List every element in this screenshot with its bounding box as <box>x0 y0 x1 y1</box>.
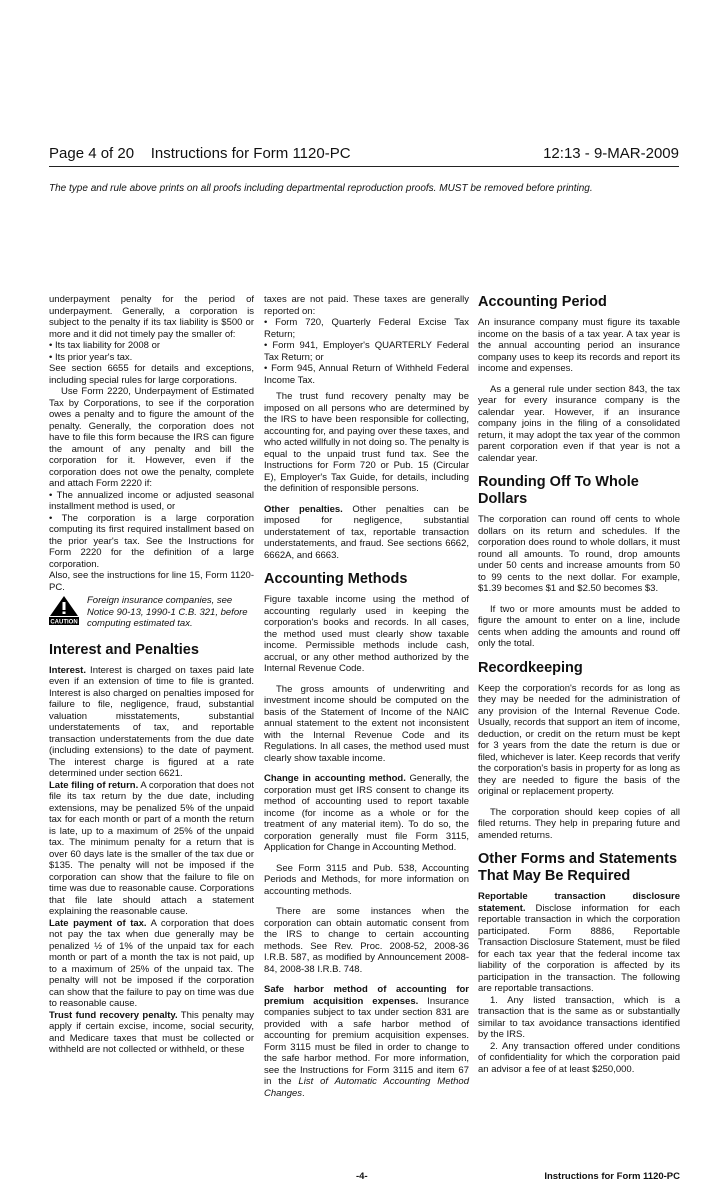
run-in-heading: Late payment of tax. <box>49 917 147 929</box>
column-1 <box>49 294 254 1056</box>
paragraph: There are some instances when the corporation can obtain automatic consent from the IRS to change to certain accounting methods. See Rev. Proc. 2008-52, 2008-36 I.R.B. 587, as modified by Announcement 2008-84, 2008-38 I.R.B. 748. <box>264 906 469 975</box>
paragraph <box>264 773 469 854</box>
bullet-item: • Form 941, Employer's QUARTERLY Federal Tax Return; or <box>264 340 469 363</box>
caution-note <box>49 595 254 630</box>
paragraph-text: A corporation that does not pay the tax when due generally may be penalized ½ of 1% of the unpaid tax for each month or part of a month the tax is not paid, up to a maximum of 25% of the unpaid tax. The penalty will not be imposed if the corporation can show that the failure to pay on time was due to reasonable cause. <box>49 917 254 1009</box>
bullet-item: • The annualized income or adjusted seasonal installment method is used, or <box>49 489 254 512</box>
paragraph <box>264 984 469 1099</box>
heading-rounding: Rounding Off To Whole Dollars <box>478 474 639 507</box>
bullet-item: • Its prior year's tax. <box>49 351 133 363</box>
run-in-heading: Reportable transaction disclosure statement. <box>478 891 680 914</box>
paragraph-text: Disclose information for each reportable transaction in which the corporation participated. Form 8886, Reportable Transaction Disclosure Statement, must be filed for each tax year that the federal income tax liability of the corporation is affected by its participation in the transaction. The following are reportable transactions. <box>478 902 680 994</box>
run-in-heading: Other penalties. <box>264 503 343 515</box>
paragraph-text: . <box>302 1087 305 1099</box>
paragraph: The corporation can round off cents to whole dollars on its return and schedules. If the corporation does round to whole dollars, it must round all amounts. To round, drop amounts under 50 cents and increase amounts from 50 to 99 cents to the next dollar. For example, $1.39 becomes $1 and $2.50 becomes $3. <box>478 514 680 594</box>
paragraph: The trust fund recovery penalty may be imposed on all persons who are determined by the IRS to have been responsible for collecting, accounting for, and paying over these taxes, and who acted willfully in not doing so. The penalty is equal to the unpaid trust fund tax. See the Instructions for Form 720 or Pub. 15 (Circular E), Employer's Tax Guide, for details, including the definition of responsible persons. <box>264 391 469 494</box>
header-rule <box>49 166 679 167</box>
paragraph-text: This penalty may apply if certain excise, income, social security, and Medicare taxes that must be collected or withheld are not collected or withheld, or these <box>49 1009 254 1055</box>
paragraph: Use Form 2220, Underpayment of Estimated Tax by Corporations, to see if the corporation owes a penalty and to figure the amount of the penalty. Generally, the corporation does not have to file this form because the IRS can figure the amount of any penalty and bill the corporation for it. However, even if the corporation does not owe the penalty, complete and attach Form 2220 if: <box>49 386 254 489</box>
paragraph <box>264 504 469 562</box>
paragraph-text: Generally, the corporation must get IRS consent to change its method of accounting used to report taxable income (for income as a whole or for the treatment of any material item). To do so, the corporation generally must file Form 3115, Application for Change in Accounting Method. <box>264 773 469 853</box>
run-in-heading: Trust fund recovery penalty. <box>49 1009 178 1021</box>
bullet-item: • Form 945, Annual Return of Withheld Federal Income Tax. <box>264 363 469 386</box>
heading-recordkeeping: Recordkeeping <box>478 659 583 676</box>
paragraph: See Form 3115 and Pub. 538, Accounting Periods and Methods, for more information on accounting methods. <box>264 862 469 897</box>
paragraph: taxes are not paid. These taxes are generally reported on: <box>264 294 469 317</box>
paragraph <box>478 891 680 995</box>
paragraph <box>49 1010 254 1056</box>
caution-text: Foreign insurance companies, see Notice 90-13, 1990-1 C.B. 321, before computing estimated tax. <box>87 595 248 629</box>
heading-interest-penalties: Interest and Penalties <box>49 641 199 658</box>
header-timestamp: 12:13 - 9-MAR-2009 <box>543 145 679 162</box>
paragraph: The gross amounts of underwriting and investment income should be computed on the basis of the Statement of Income of the NAIC annual statement to the extent not inconsistent with the Internal Revenue Code and its Regulations. In all cases, the method used must clearly show taxable income. <box>264 683 469 764</box>
paragraph <box>49 918 254 1010</box>
numbered-item: 2. Any transaction offered under conditions of confidentiality for which the corporation paid an advisor a fee of at least $250,000. <box>478 1040 680 1075</box>
paragraph <box>49 665 254 780</box>
heading-accounting-methods: Accounting Methods <box>264 571 408 587</box>
paragraph-text: Other penalties can be imposed for negligence, substantial understatement of tax, reportable transaction understatements, and fraud. See sections 6662, 6662A, and 6663. <box>264 503 469 561</box>
run-in-heading: Safe harbor method of accounting for premium acquisition expenses. <box>264 984 469 1007</box>
paragraph: An insurance company must figure its taxable income on the basis of a tax year. A tax year is the annual accounting period an insurance company uses to keep its records and report its income and expenses. <box>478 317 680 374</box>
run-in-heading: Interest. <box>49 664 86 676</box>
heading-accounting-period: Accounting Period <box>478 294 607 310</box>
numbered-item: 1. Any listed transaction, which is a transaction that is the same as or substantially similar to tax avoidance transactions identified by the IRS. <box>478 994 680 1040</box>
caution-label: CAUTION <box>50 619 78 625</box>
page-number: -4- <box>356 1171 368 1182</box>
bullet-item: • The corporation is a large corporation computing its first required installment based on the prior year's tax. See the Instructions for Form 2220 for the definition of a large corporation. <box>49 512 254 570</box>
caution-icon <box>49 595 81 629</box>
footer-form-name: Instructions for Form 1120-PC <box>544 1171 680 1182</box>
paragraph: The corporation should keep copies of all filed returns. They help in preparing future and amended returns. <box>478 806 680 841</box>
paragraph: Figure taxable income using the method of accounting regularly used in keeping the corporation's books and records. In all cases, the method used must clearly show taxable income. Permissible methods include cash, accrual, or any other method authorized by the Internal Revenue Code. <box>264 594 469 674</box>
bullet-item: • Form 720, Quarterly Federal Excise Tax Return; <box>264 317 469 340</box>
run-in-heading: Change in accounting method. <box>264 773 406 784</box>
paragraph-text: Insurance companies subject to tax under section 831 are provided with a safe harbor method of accounting for premium acquisition expenses. Form 3115 must be filed in order to change to the safe harbor method. For more information, see the Instructions for Form 3115 and item 67 in the <box>264 995 469 1087</box>
header-left <box>49 145 351 162</box>
bullet-item: • Its tax liability for 2008 or <box>49 340 161 351</box>
heading-other-forms: Other Forms and Statements That May Be Required <box>478 851 678 884</box>
paragraph <box>49 780 254 918</box>
run-in-heading: Late filing of return. <box>49 779 139 791</box>
paragraph: If two or more amounts must be added to figure the amount to enter on a line, include cents when adding the amounts and round off only the total. <box>478 603 680 649</box>
header-title: Instructions for Form 1120-PC <box>150 145 351 162</box>
column-3 <box>478 294 680 1075</box>
paragraph-text: A corporation that does not file its tax return by the due date, including extensions, may be penalized 5% of the unpaid tax for each month or part of a month the return is late, up to a maximum of 25% of the unpaid tax. The minimum penalty for a return that is over 60 days late is the smaller of the tax due or $135. The penalty will not be imposed if the corporation can show that the failure to file on time was due to reasonable cause. Corporations that file late should attach a statement explaining the reasonable cause. <box>49 779 254 917</box>
paragraph: Keep the corporation's records for as long as they may be needed for the administration of any provision of the Internal Revenue Code. Usually, records that support an item of income, deduction, or credit on the return must be kept for 3 years from the date the return is due or filed, whichever is later. Keep records that verify the corporation's basis in property for as long as they are needed to figure the basis of the original or replacement property. <box>478 682 680 797</box>
paragraph: underpayment penalty for the period of underpayment. Generally, a corporation is subject to the penalty if its tax liability is $500 or more and it did not timely pay the smaller of: <box>49 294 254 340</box>
paragraph: See section 6655 for details and exceptions, including special rules for large corporations. <box>49 363 254 386</box>
paragraph: Also, see the instructions for line 15, Form 1120-PC. <box>49 570 254 593</box>
column-2 <box>264 294 469 1099</box>
paragraph-text: Interest is charged on taxes paid late even if an extension of time to file is granted. Interest is also charged on penalties imposed for failure to file, negligence, fraud, substantial valuation misstatements, substantial understatements of tax, and reportable transaction understatements from the due date (including extensions) to the date of payment. The interest charge is figured at a rate determined under section 6621. <box>49 664 254 779</box>
page-info: Page 4 of 20 <box>49 145 135 162</box>
publication-title: List of Automatic Accounting Method Changes <box>264 1076 469 1099</box>
proof-note: The type and rule above prints on all proofs including departmental reproduction proofs. MUST be removed before printing. <box>49 183 593 194</box>
paragraph: As a general rule under section 843, the tax year for every insurance company is the calendar year. However, if an insurance company joins in the filing of a consolidated return, it may adopt the tax year of the common parent corporation even if that year is not a calendar year. <box>478 383 680 464</box>
